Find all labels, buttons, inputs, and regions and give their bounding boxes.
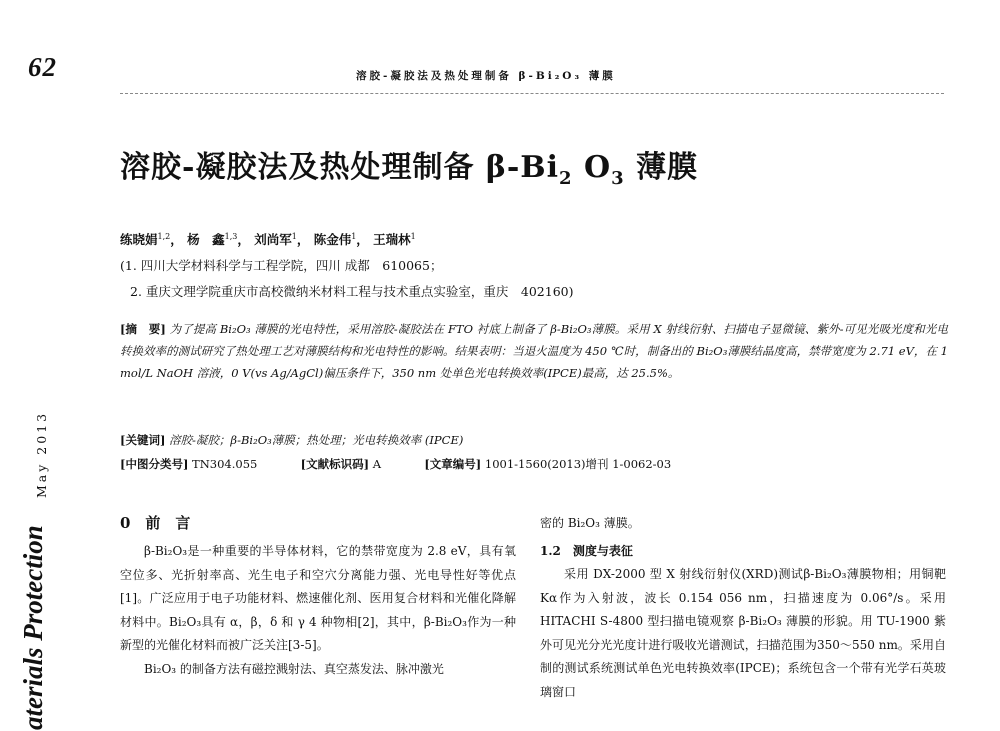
- article-number-value: 1001-1560(2013)增刊 1-0062-03: [484, 457, 672, 471]
- author-list: 练晓娟$^{1,2}$， 杨 鑫$^{1,3}$， 刘尚军$^1$， 陈金伟$^1$， 王瑞林$^1$: [120, 231, 416, 247]
- author-name: 刘尚军: [254, 232, 292, 247]
- classification-line: [120, 456, 671, 472]
- abstract: [120, 318, 948, 384]
- running-header: 溶胶-凝胶法及热处理制备 β-Bi₂O₃ 薄膜: [356, 70, 616, 82]
- subsection-heading: 1.2 测度与表征: [540, 543, 633, 558]
- keywords-label: [关键词]: [120, 433, 166, 447]
- clc-value: TN304.055: [192, 457, 258, 471]
- paragraph: 密的 Bi₂O₃ 薄膜。: [540, 516, 640, 530]
- doc-value: A: [372, 457, 382, 471]
- keywords-text: 溶胶-凝胶；β-Bi₂O₃薄膜；热处理；光电转换效率 (IPCE): [169, 433, 464, 447]
- author-name: 杨 鑫: [187, 232, 225, 247]
- article-number-label: [文章编号]: [424, 457, 482, 471]
- abstract-label: [摘 要]: [120, 322, 166, 336]
- author-name: 练晓娟: [120, 232, 158, 247]
- section-heading: 0 前 言: [120, 514, 191, 532]
- keywords: [120, 432, 463, 448]
- right-column: [540, 512, 946, 704]
- affiliation-2: 2. 重庆文理学院重庆市高校微纳米材料工程与技术重点实验室，重庆 402160): [130, 284, 574, 299]
- left-column: [120, 540, 516, 681]
- clc-label: [中图分类号]: [120, 457, 189, 471]
- affiliation-1: (1. 四川大学材料科学与工程学院，四川 成都 610065；: [120, 258, 443, 273]
- article-title: 溶胶-凝胶法及热处理制备 $\beta-Bi_2$ $O_3$ 薄膜: [120, 150, 699, 189]
- paragraph: Bi₂O₃ 的制备方法有磁控溅射法、真空蒸发法、脉冲激光: [144, 661, 444, 676]
- abstract-text: 为了提高 Bi₂O₃ 薄膜的光电特性，采用溶胶-凝胶法在 FTO 衬底上制备了 β-Bi₂O₃薄膜。采用 X 射线衍射、扫描电子显微镜、紫外-可见光吸光度和光电转换效率的测试研究了热处理工艺对薄膜结构和光电特性的影响。结果表明：当退火温度为 450 ℃时，制备出的 Bi₂O₃薄膜结晶度高，禁带宽度为 2.71 eV，在 1 mol/L NaOH 溶液，0 V(vs Ag/AgCl)偏压条件下，350 nm 处单色光电转换效率(IPCE)最高，达 25.5%。: [120, 322, 949, 380]
- page-number: 62: [28, 52, 57, 82]
- doc-label: [文献标识码]: [300, 457, 370, 471]
- issue-date: May 2013: [34, 410, 49, 498]
- author-name: 王瑞林: [373, 232, 411, 247]
- paragraph: 采用 DX-2000 型 X 射线衍射仪(XRD)测试β-Bi₂O₃薄膜物相；用铜靶 Kα作为入射波，波长 0.154 056 nm，扫描速度为 0.06°/s。采用 HITACHI S-4800 型扫描电镜观察 β-Bi₂O₃ 薄膜的形貌。用 TU-1900 紫外可见光分光光度计进行吸收光谱测试，扫描范围为350～550 nm。采用自制的测试系统测试单色光电转换效率(IPCE)；系统包含一个带有光学石英玻璃窗口: [540, 567, 946, 699]
- journal-name: aterials Protection: [18, 525, 48, 730]
- header-divider: [120, 93, 944, 94]
- paragraph: β-Bi₂O₃是一种重要的半导体材料，它的禁带宽度为 2.8 eV，具有氧空位多、光折射率高、光生电子和空穴分离能力强、光电导性好等优点[1]。广泛应用于电子功能材料、燃速催化剂、医用复合材料和光催化降解材料中。Bi₂O₃具有 α，β，δ 和 γ 4 种物相[2]，其中，β-Bi₂O₃作为一种新型的光催化材料而被广泛关注[3-5]。: [120, 544, 516, 652]
- author-name: 陈金伟: [313, 232, 352, 247]
